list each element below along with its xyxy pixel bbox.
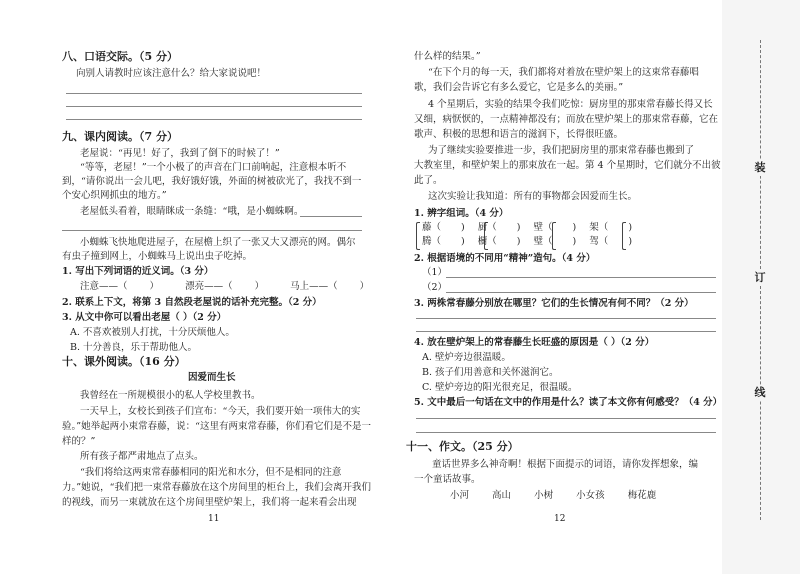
answer-line — [66, 119, 362, 120]
question-3: 3. 从文中你可以看出老屋（ ）（2 分） — [62, 312, 227, 323]
paragraph: 4 个星期后，实验的结果令我们吃惊：厨房里的那束常春藤长得又长 — [428, 99, 713, 110]
char-item: 橱（ — [477, 236, 497, 247]
page-number: 12 — [554, 514, 566, 524]
paragraph: 小蜘蛛飞快地爬进屋子，在屋檐上织了一张又大又漂亮的网。偶尔 — [80, 237, 356, 248]
word-item: 小女孩 — [576, 490, 605, 501]
question-3: 3. 两株常春藤分别放在哪里？它们的生长情况有何不同？（2 分） — [414, 298, 694, 309]
paragraph: 此了。 — [414, 175, 443, 186]
answer-line — [416, 331, 716, 332]
paren: ) — [572, 222, 577, 233]
paren: ) — [516, 236, 521, 247]
paragraph: 为了继续实验要推进一步，我们把厨房里的那束常春藤也搬到了 — [428, 145, 695, 156]
fill-blank-line — [62, 230, 362, 231]
paragraph: 我曾经在一所规模很小的私人学校里教书。 — [80, 390, 261, 401]
paragraph: 这次实验让我知道：所有的事物都会因爱而生长。 — [428, 191, 638, 202]
question-1: 1. 写出下列词语的近义词。（3 分） — [62, 266, 214, 277]
paragraph: 什么样的结果。” — [414, 51, 481, 62]
left-page — [0, 0, 380, 574]
option-c: C. 壁炉旁边的阳光很充足，很温暖。 — [422, 382, 578, 393]
section-11-title: 十一、作文。（25 分） — [406, 440, 519, 453]
binding-margin — [722, 0, 800, 574]
synonym-row: 注意——（ ） 漂亮——（ ） 马上——（ ） — [80, 281, 370, 292]
right-page — [392, 0, 722, 574]
word-item: 小树 — [534, 490, 554, 501]
char-row-1 — [422, 221, 632, 234]
story-title: 因爱而生长 — [188, 372, 236, 383]
answer-line — [446, 277, 716, 278]
paren: ) — [461, 222, 465, 233]
paragraph: 又细，病恹恹的，一点精神都没有；而放在壁炉架上的那束常春藤，它在 — [414, 114, 719, 125]
option-a: A. 不喜欢被别人打扰，十分厌烦他人。 — [70, 327, 235, 338]
option-a: A. 壁炉旁边很温暖。 — [422, 352, 511, 363]
char-item: 驾（ — [589, 236, 609, 247]
paragraph: 歌，我们会告诉它有多么爱它，它是多么的美丽。” — [414, 82, 624, 93]
section-9-title: 九、课内阅读。（7 分） — [62, 130, 178, 143]
word-item: 小河 — [450, 490, 470, 501]
paren: ) — [628, 222, 633, 233]
paragraph: 所有孩子都严肃地点了点头。 — [80, 451, 204, 462]
paragraph: 一天早上，女校长到孩子们宣布：“今天，我们要开始一项伟大的实 — [80, 406, 361, 417]
paragraph: 个安心织网抓虫的地方。” — [62, 190, 167, 201]
paren: ) — [461, 236, 465, 247]
question-2: 2. 根据语境的不同用“精神”造句。（4 分） — [414, 253, 596, 264]
answer-line — [446, 292, 716, 293]
paragraph: 老屋说：“再见！好了，我到了倒下的时候了！” — [80, 148, 280, 159]
paragraph: 验。”她举起两小束常春藤，说：“这里有两束常春藤，你们看它们是不是一 — [62, 421, 371, 432]
essay-prompt: 一个童话故事。 — [414, 474, 481, 485]
question-2: 2. 联系上下文，将第 3 自然段老屋说的话补充完整。（2 分） — [62, 297, 322, 308]
char-item: 架（ — [589, 222, 609, 233]
binding-char: 装 — [752, 160, 768, 176]
paragraph: 有虫子撞到网上，小蜘蛛马上说出虫子吃掉。 — [62, 251, 253, 262]
paragraph: 样的？” — [62, 436, 96, 447]
fill-blank-line — [300, 216, 362, 217]
word-bank — [450, 489, 676, 502]
paragraph: “在下个月的每一天，我们都将对着放在壁炉架上的这束常春藤唱 — [428, 67, 699, 78]
word-item: 高山 — [492, 490, 512, 501]
question-4: 4. 放在壁炉架上的常春藤生长旺盛的原因是（ ）（2 分） — [414, 337, 655, 348]
char-row-2 — [422, 235, 632, 248]
char-item: 璧（ — [533, 236, 553, 247]
section-8-title: 八、口语交际。（5 分） — [62, 50, 178, 63]
paragraph: 歌声、积极的思想和语言的滋润下，长得很旺盛。 — [414, 129, 624, 140]
sentence-label-1: （1） — [422, 267, 448, 278]
paragraph: 到，“请你说出一会儿吧，我好饿好饿，外面的树被砍光了，我找不到一 — [62, 176, 362, 187]
synonym-item: 注意——（ — [80, 281, 128, 292]
page-number: 11 — [208, 514, 220, 524]
char-item: 厨（ — [477, 222, 497, 233]
paren: ) — [516, 222, 521, 233]
paragraph: “我们将给这两束常春藤相同的阳光和水分，但不是相同的注意 — [80, 467, 342, 478]
paragraph: 大教室里，和壁炉架上的那束放在一起。第 4 个星期时，它们就分不出彼 — [414, 160, 721, 171]
option-b: B. 十分善良，乐于帮助他人。 — [70, 342, 198, 353]
paragraph: “等等，老屋！”一个小极了的声音在门口前响起，注意根本听不 — [80, 162, 347, 173]
section-8-prompt: 向别人请教时应该注意什么？给大家说说吧！ — [76, 68, 267, 79]
answer-line — [416, 432, 716, 433]
paragraph: 老屋低头看着，眼睛眯成一条缝：“哦，是小蜘蛛啊。 — [80, 206, 304, 217]
paragraph: 力。”她说，“我们把一束常春藤放在这个房间里的柜台上，我们会离开我们 — [62, 482, 371, 493]
char-item: 藤（ — [422, 222, 442, 233]
synonym-item: 漂亮——（ — [185, 281, 233, 292]
binding-char: 线 — [752, 385, 768, 401]
paren: ) — [628, 236, 633, 247]
paren: ) — [572, 236, 577, 247]
answer-line — [66, 93, 362, 94]
question-1: 1. 辨字组词。（4 分） — [414, 208, 509, 219]
brace — [416, 222, 420, 250]
question-5: 5. 文中最后一句话在文中的作用是什么？读了本文你有何感受？（4 分） — [414, 397, 723, 408]
essay-prompt: 童话世界多么神奇啊！根据下面提示的词语，请你发挥想象，编 — [432, 459, 699, 470]
answer-line — [66, 106, 362, 107]
word-item: 梅花鹿 — [627, 490, 657, 501]
sentence-label-2: （2） — [422, 282, 448, 293]
char-item: 腾（ — [422, 236, 442, 247]
option-b: B. 孩子们用善意和关怀滋润它。 — [422, 367, 559, 378]
section-10-title: 十、课外阅读。（16 分） — [62, 355, 186, 368]
answer-line — [416, 318, 716, 319]
char-item: 壁（ — [533, 222, 553, 233]
answer-line — [416, 418, 716, 419]
paragraph: 的视线，而另一束就放在这个房间里壁炉架上，我们将一起来看会出现 — [62, 497, 357, 508]
binding-char: 订 — [752, 270, 768, 286]
synonym-item: 马上——（ — [290, 281, 338, 292]
